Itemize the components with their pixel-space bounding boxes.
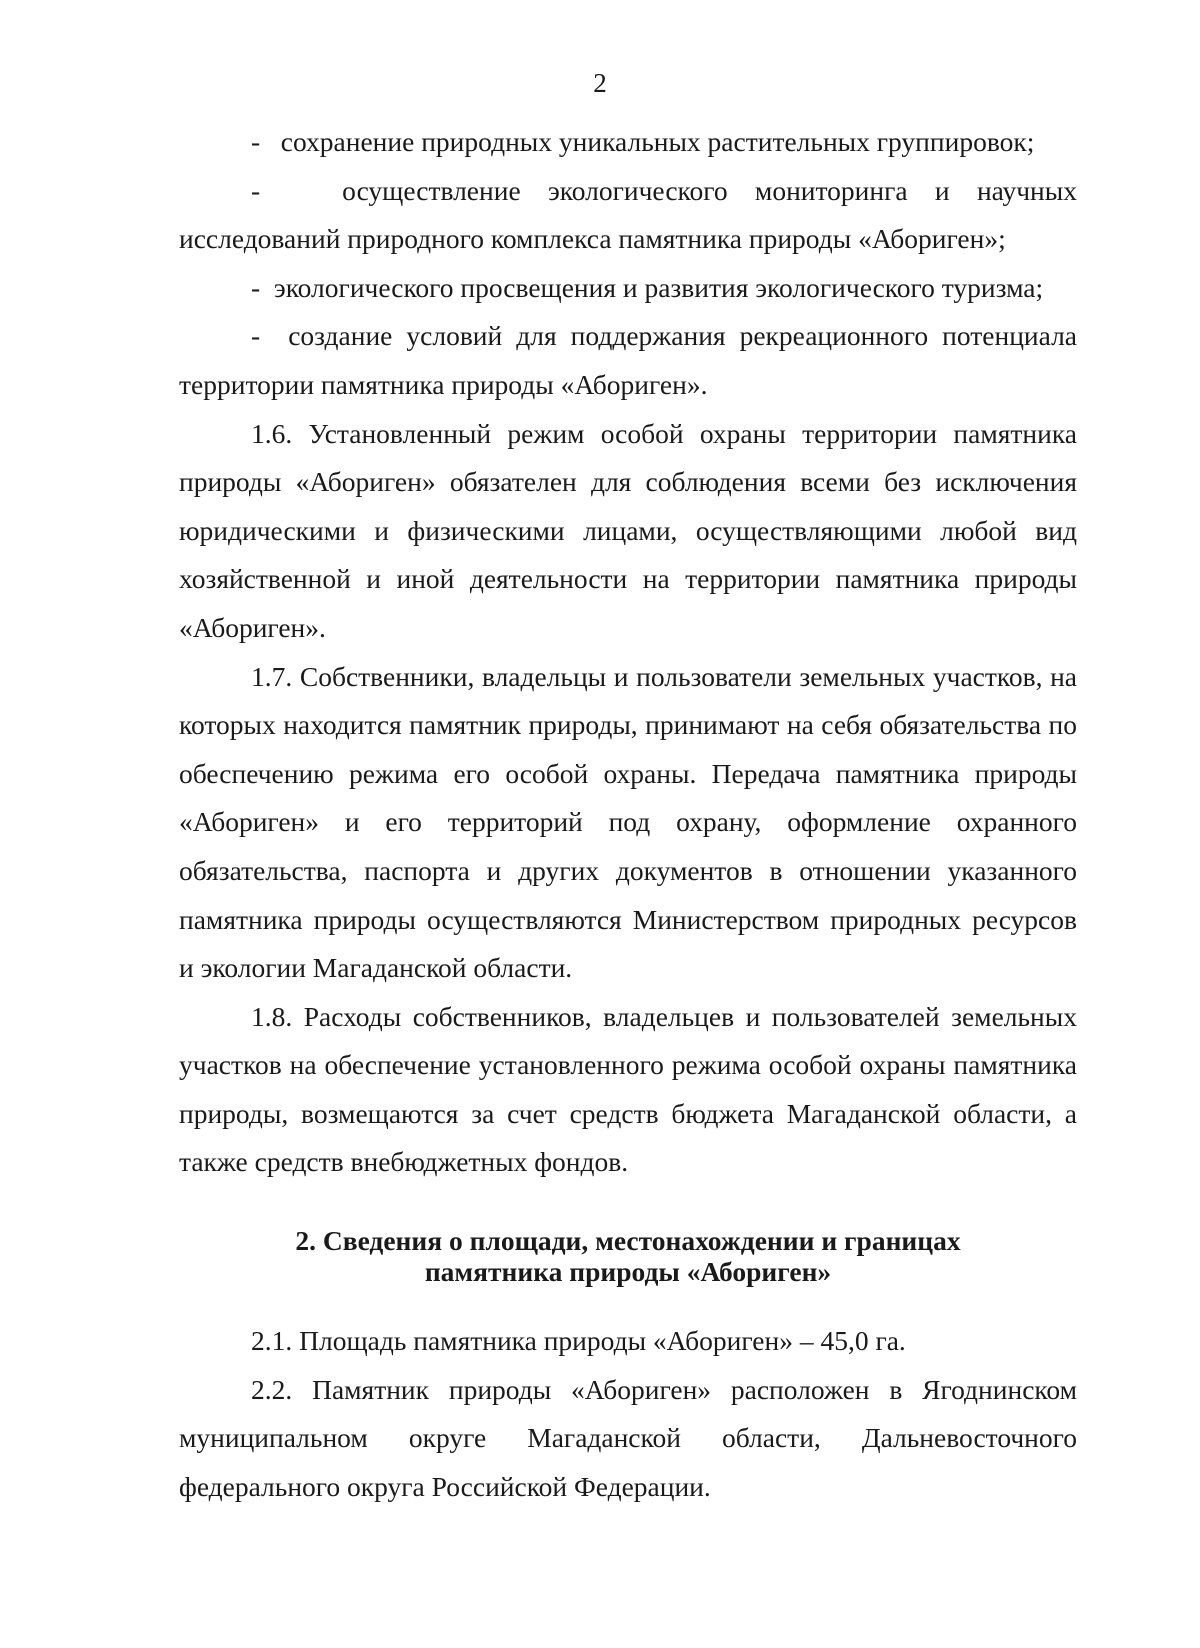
section-heading	[179, 1225, 1077, 1287]
list-item-preservation: - сохранение природных уникальных растительных группировок;	[251, 126, 1035, 157]
paragraph-2-1: 2.1. Площадь памятника природы «Абориген» – 45,0 га.	[251, 1325, 906, 1357]
section-heading-line2: памятника природы «Абориген»	[424, 1256, 832, 1288]
paragraph-1-6: 1.6. Установленный режим особой охраны территории памятника природы «Абориген» обязателен для соблюдения всеми без исключения юридическими и физическими лицами, осуществляющими любой вид хозяйственной и иной деятельности на территории памятника природы «Абориген».	[179, 417, 1077, 643]
page-number: 2	[593, 68, 607, 98]
list-item-education: - экологического просвещения и развития экологического туризма;	[251, 271, 1044, 303]
document-body	[179, 118, 1077, 1511]
paragraph-1-7: 1.7. Собственники, владельцы и пользователи земельных участков, на которых находится памятник природы, принимают на себя обязательства по обеспечению режима его особой охраны. Передача памятника природы «Абориген» и его территорий под охрану, оформление охранного обязательства, паспорта и других документов в отношении указанного памятника природы осуществляются Министерством природных ресурсов и экологии Магаданской области.	[179, 660, 1077, 984]
paragraph-1-8: 1.8. Расходы собственников, владельцев и пользователей земельных участков на обеспечение установленного режима особой охраны памятника природы, возмещаются за счет средств бюджета Магаданской области, а также средств внебюджетных фондов.	[179, 1000, 1077, 1178]
paragraph-2-2: 2.2. Памятник природы «Абориген» расположен в Ягоднинском муниципальном округе Магаданской области, Дальневосточного федерального округа Российской Федерации.	[179, 1373, 1077, 1502]
section-heading-line1: 2. Сведения о площади, местонахождении и границах	[295, 1225, 961, 1257]
list-item-recreation: - создание условий для поддержания рекреационного потенциала территории памятника природы «Абориген».	[179, 320, 1077, 400]
list-item-monitoring: - осуществление экологического мониторинга и научных исследований природного комплекса памятника природы «Абориген»;	[179, 174, 1077, 255]
